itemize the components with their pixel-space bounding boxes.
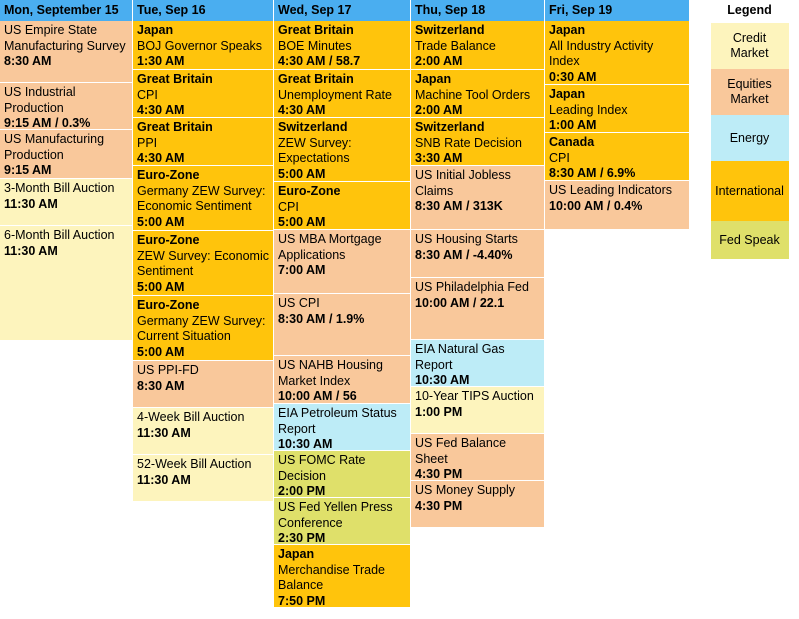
event-title: US Empire State Manufacturing Survey xyxy=(4,23,126,53)
calendar-event[interactable] xyxy=(545,133,690,181)
event-title: Merchandise Trade Balance xyxy=(278,562,386,592)
calendar-event[interactable] xyxy=(274,404,411,451)
calendar-event[interactable] xyxy=(411,230,545,278)
event-title: US FOMC Rate Decision xyxy=(278,453,366,483)
event-title: US MBA Mortgage Applications xyxy=(278,232,382,262)
calendar-event[interactable] xyxy=(274,21,411,70)
event-country: Euro-Zone xyxy=(137,168,200,182)
calendar-event[interactable] xyxy=(133,408,274,455)
calendar-column xyxy=(411,21,545,528)
calendar-event[interactable] xyxy=(411,481,545,528)
calendar-event[interactable] xyxy=(133,361,274,408)
event-country: Japan xyxy=(549,87,586,101)
calendar-event[interactable] xyxy=(411,340,545,387)
event-country: Euro-Zone xyxy=(278,184,341,198)
calendar-event[interactable] xyxy=(0,83,133,130)
legend-title: Legend xyxy=(727,3,772,17)
calendar-event[interactable] xyxy=(133,70,274,118)
calendar-event[interactable] xyxy=(274,545,411,608)
event-title: US Housing Starts xyxy=(415,232,518,246)
event-title: US PPI-FD xyxy=(137,363,199,377)
event-title: CPI xyxy=(278,199,299,214)
event-time: 8:30 AM / -4.40% xyxy=(415,247,513,262)
event-title: CPI xyxy=(137,87,158,102)
calendar-column xyxy=(0,21,133,341)
event-country: Great Britain xyxy=(278,72,354,86)
calendar-event[interactable] xyxy=(274,70,411,118)
event-time: 8:30 AM / 6.9% xyxy=(549,166,636,180)
event-country: Euro-Zone xyxy=(137,233,200,247)
event-time: 1:00 AM xyxy=(549,118,597,132)
calendar-event[interactable] xyxy=(274,294,411,356)
event-country: Japan xyxy=(549,23,586,37)
legend-item: Equities Market xyxy=(711,69,789,115)
calendar-column xyxy=(274,21,411,608)
calendar-event[interactable] xyxy=(133,166,274,231)
event-time: 8:30 AM / 1.9% xyxy=(278,311,365,326)
event-time: 4:30 AM xyxy=(278,103,326,117)
event-time: 2:00 AM xyxy=(415,103,463,117)
event-title: All Industry Activity Index xyxy=(549,38,654,68)
event-time: 1:30 AM xyxy=(137,54,185,68)
event-time: 9:15 AM / 0.3% xyxy=(4,116,91,130)
calendar-event[interactable] xyxy=(0,179,133,226)
event-time: 4:30 AM xyxy=(137,103,185,117)
event-country: Great Britain xyxy=(278,23,354,37)
calendar-event[interactable] xyxy=(411,387,545,434)
calendar-event[interactable] xyxy=(133,118,274,166)
event-country: Japan xyxy=(278,547,315,561)
calendar-event[interactable] xyxy=(274,230,411,294)
calendar-event[interactable] xyxy=(274,118,411,182)
calendar-column xyxy=(133,21,274,502)
event-title: CPI xyxy=(549,150,570,165)
event-country: Japan xyxy=(415,72,452,86)
event-title: PPI xyxy=(137,135,158,150)
event-time: 5:00 AM xyxy=(278,215,326,229)
legend-item: International xyxy=(711,161,789,221)
day-header-thursday: Thu, Sep 18 xyxy=(411,0,545,21)
event-title: Trade Balance xyxy=(415,38,496,53)
calendar-event[interactable] xyxy=(411,278,545,340)
event-time: 11:30 AM xyxy=(137,425,191,440)
calendar-column xyxy=(545,21,690,230)
calendar-event[interactable] xyxy=(411,21,545,70)
event-time: 10:30 AM xyxy=(278,437,333,451)
calendar-event[interactable] xyxy=(545,85,690,133)
event-time: 4:30 AM xyxy=(137,151,185,165)
calendar-event[interactable] xyxy=(0,130,133,179)
event-title: Leading Index xyxy=(549,102,628,117)
event-time: 10:30 AM xyxy=(415,373,470,387)
event-title: 10-Year TIPS Auction xyxy=(415,389,534,403)
event-title: EIA Petroleum Status Report xyxy=(278,406,397,436)
event-time: 7:00 AM xyxy=(278,263,326,277)
event-title: US Leading Indicators xyxy=(549,183,672,197)
event-title: SNB Rate Decision xyxy=(415,135,522,150)
event-title: US Industrial Production xyxy=(4,85,76,115)
event-time: 10:00 AM / 56 xyxy=(278,389,357,403)
event-time: 2:00 PM xyxy=(278,484,326,498)
calendar-event[interactable] xyxy=(411,70,545,118)
event-title: Unemployment Rate xyxy=(278,87,392,102)
event-country: Switzerland xyxy=(415,120,485,134)
event-time: 0:30 AM xyxy=(549,69,597,84)
event-title: US Money Supply xyxy=(415,483,516,497)
event-time: 4:30 PM xyxy=(415,467,463,481)
event-time: 4:30 PM xyxy=(415,498,463,513)
event-time: 2:30 PM xyxy=(278,531,326,545)
event-title: 4-Week Bill Auction xyxy=(137,410,245,424)
legend-items xyxy=(700,23,799,259)
event-country: Switzerland xyxy=(278,120,348,134)
legend-item: Credit Market xyxy=(711,23,789,69)
calendar-event[interactable] xyxy=(274,356,411,404)
calendar-event[interactable] xyxy=(133,231,274,296)
event-title: ZEW Survey: Expectations xyxy=(278,135,352,165)
event-time: 4:30 AM / 58.7 xyxy=(278,54,361,68)
event-time: 10:00 AM / 22.1 xyxy=(415,295,505,310)
event-title: US Manufacturing Production xyxy=(4,132,105,162)
event-time: 5:00 AM xyxy=(137,344,185,359)
event-title: US Philadelphia Fed xyxy=(415,280,529,294)
event-title: Germany ZEW Survey: Economic Sentiment xyxy=(137,183,266,213)
event-country: Great Britain xyxy=(137,120,213,134)
event-country: Euro-Zone xyxy=(137,298,200,312)
event-time: 8:30 AM xyxy=(137,378,185,393)
event-title: US Initial Jobless Claims xyxy=(415,168,511,198)
calendar-header-row xyxy=(0,0,690,21)
event-time: 8:30 AM / 313K xyxy=(415,199,503,213)
calendar-event[interactable] xyxy=(0,226,133,341)
calendar-event[interactable] xyxy=(133,296,274,361)
event-time: 3:30 AM xyxy=(415,151,463,165)
event-country: Canada xyxy=(549,135,595,149)
calendar-event[interactable] xyxy=(274,498,411,545)
event-title: US Fed Balance Sheet xyxy=(415,436,507,466)
day-header-monday: Mon, September 15 xyxy=(0,0,133,21)
calendar-event[interactable] xyxy=(545,181,690,230)
event-time: 10:00 AM / 0.4% xyxy=(549,198,643,213)
event-title: BOJ Governor Speaks xyxy=(137,38,263,53)
event-time: 8:30 AM xyxy=(4,54,52,68)
event-time: 5:00 AM xyxy=(278,166,326,181)
event-time: 2:00 AM xyxy=(415,54,463,68)
calendar-event[interactable] xyxy=(411,166,545,230)
calendar-event[interactable] xyxy=(133,455,274,502)
event-title: US CPI xyxy=(278,296,320,310)
event-title: US NAHB Housing Market Index xyxy=(278,358,383,388)
event-time: 11:30 AM xyxy=(4,196,58,211)
day-header-wednesday: Wed, Sep 17 xyxy=(274,0,411,21)
calendar-body xyxy=(0,21,690,608)
legend-item: Fed Speak xyxy=(711,221,789,259)
event-time: 5:00 AM xyxy=(137,279,185,294)
event-title: Machine Tool Orders xyxy=(415,87,531,102)
day-header-tuesday: Tue, Sep 16 xyxy=(133,0,274,21)
event-country: Great Britain xyxy=(137,72,213,86)
calendar-event[interactable] xyxy=(274,182,411,230)
event-time: 11:30 AM xyxy=(137,472,191,487)
event-title: 52-Week Bill Auction xyxy=(137,457,252,471)
event-title: 3-Month Bill Auction xyxy=(4,181,115,195)
calendar-event[interactable] xyxy=(133,21,274,70)
event-country: Japan xyxy=(137,23,174,37)
event-time: 11:30 AM xyxy=(4,243,58,258)
event-title: EIA Natural Gas Report xyxy=(415,342,505,372)
calendar-event[interactable] xyxy=(0,21,133,83)
event-title: Germany ZEW Survey: Current Situation xyxy=(137,313,266,343)
legend-item: Energy xyxy=(711,115,789,161)
event-time: 7:50 PM xyxy=(278,593,326,608)
legend xyxy=(700,0,799,259)
event-time: 5:00 AM xyxy=(137,214,185,229)
event-time: 9:15 AM xyxy=(4,163,52,177)
calendar-event[interactable] xyxy=(274,451,411,498)
day-header-friday: Fri, Sep 19 xyxy=(545,0,690,21)
calendar-event[interactable] xyxy=(545,21,690,85)
event-time: 1:00 PM xyxy=(415,404,463,419)
calendar-event[interactable] xyxy=(411,118,545,166)
event-title: 6-Month Bill Auction xyxy=(4,228,115,242)
event-title: BOE Minutes xyxy=(278,38,352,53)
calendar-event[interactable] xyxy=(411,434,545,481)
event-title: US Fed Yellen Press Conference xyxy=(278,500,393,530)
event-country: Switzerland xyxy=(415,23,485,37)
event-title: ZEW Survey: Economic Sentiment xyxy=(137,248,269,278)
